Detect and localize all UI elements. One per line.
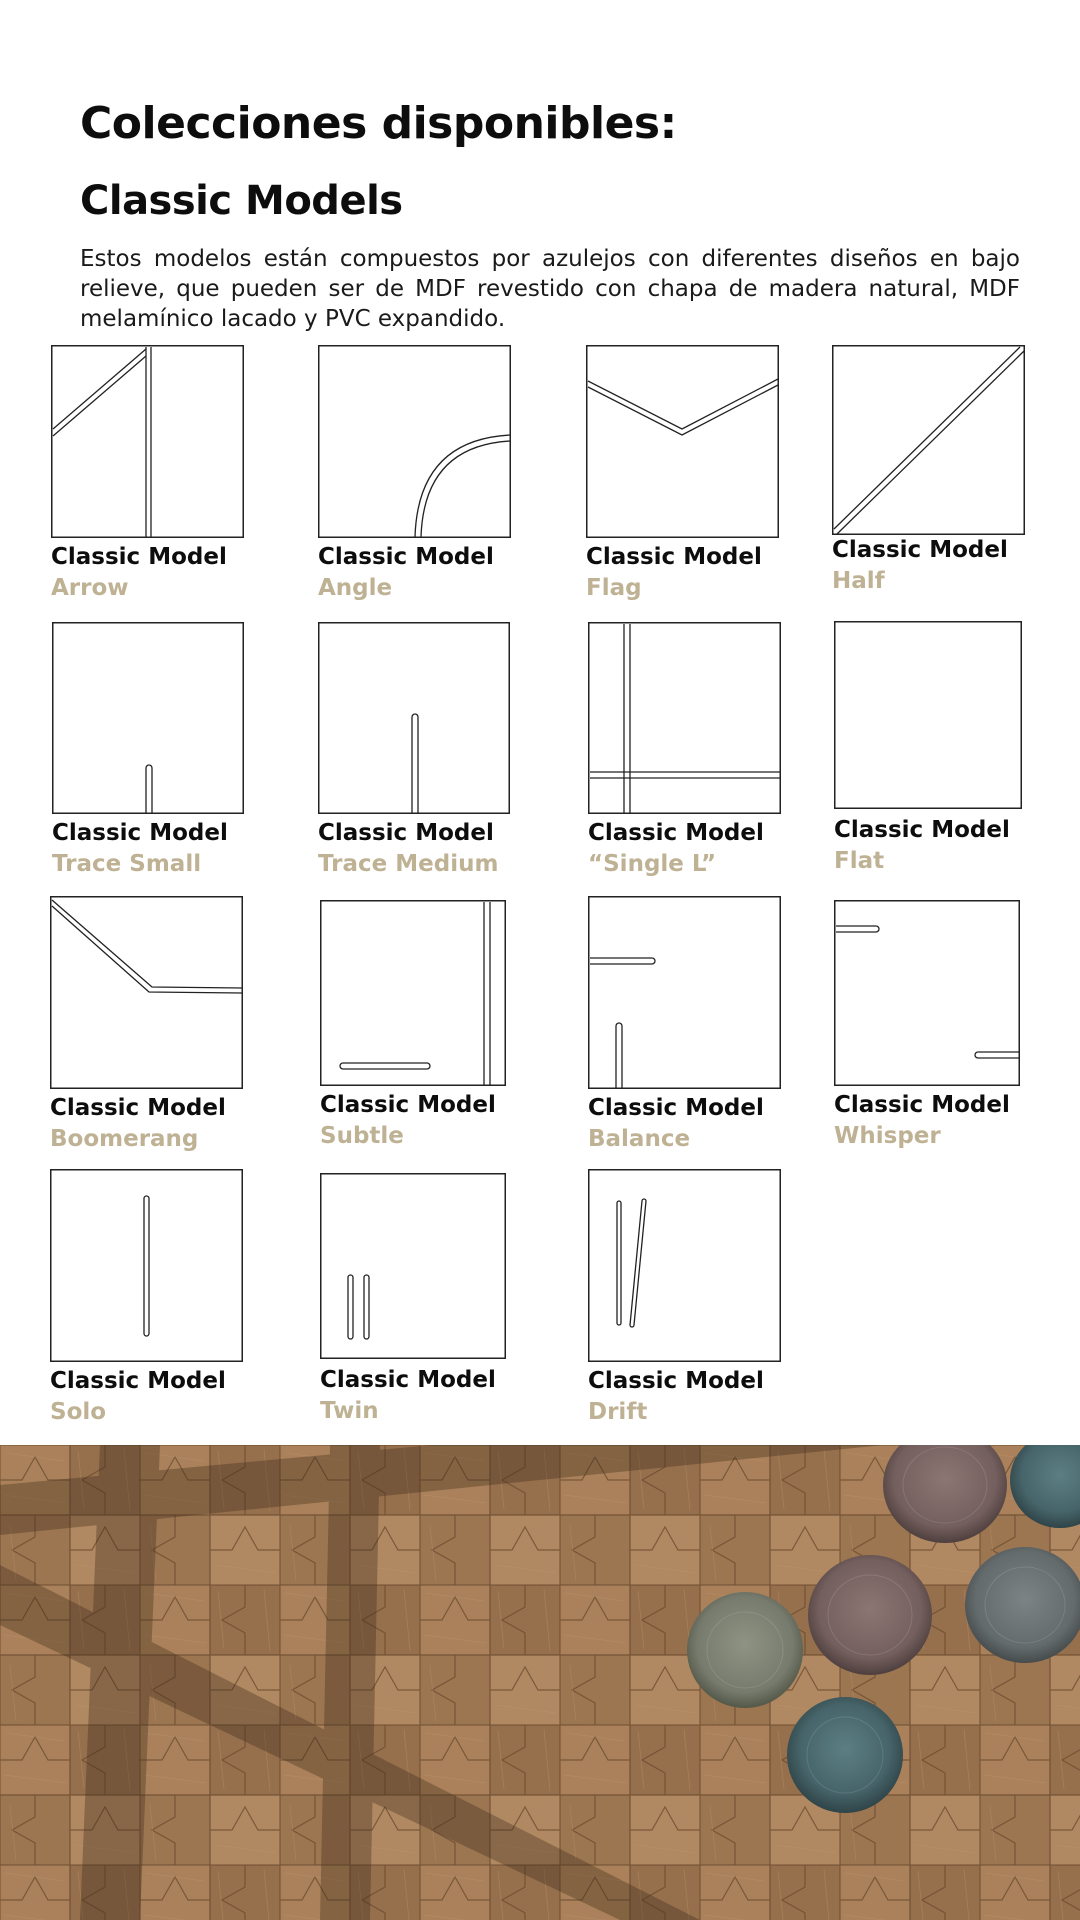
model-label: Classic Model	[588, 1368, 764, 1394]
flag-pattern-icon	[586, 345, 779, 538]
arrow-pattern-icon	[51, 345, 244, 538]
model-label: Classic Model	[320, 1367, 496, 1393]
model-label: Classic Model	[318, 820, 494, 846]
boomerang-pattern-icon	[50, 896, 243, 1089]
subtle-pattern-icon	[320, 900, 506, 1086]
model-label: Classic Model	[832, 537, 1008, 563]
half-pattern-icon	[832, 345, 1025, 535]
model-name: Drift	[588, 1399, 648, 1425]
single-l-pattern-icon	[588, 622, 781, 814]
model-name: Angle	[318, 575, 393, 601]
trace-medium-pattern-icon	[318, 622, 510, 814]
model-tile-half	[832, 345, 1025, 594]
trace-small-pattern-icon	[52, 622, 244, 814]
model-label: Classic Model	[50, 1368, 226, 1394]
model-tile-boomerang	[50, 896, 243, 1152]
model-label: Classic Model	[586, 544, 762, 570]
model-name: Flat	[834, 848, 885, 874]
model-tile-solo	[50, 1169, 243, 1425]
model-name: Trace Small	[52, 851, 202, 877]
model-tile-trace-medium	[318, 622, 510, 877]
model-name: Boomerang	[50, 1126, 199, 1152]
flat-pattern-icon	[834, 621, 1022, 809]
drift-pattern-icon	[588, 1169, 781, 1362]
page-title: Colecciones disponibles:	[80, 98, 677, 149]
model-name: Subtle	[320, 1123, 404, 1149]
model-name: Flag	[586, 575, 642, 601]
model-label: Classic Model	[588, 820, 764, 846]
model-name: “Single L”	[588, 851, 717, 877]
model-label: Classic Model	[834, 817, 1010, 843]
model-name: Trace Medium	[318, 851, 499, 877]
model-tile-arrow	[51, 345, 244, 601]
model-name: Half	[832, 568, 885, 594]
model-label: Classic Model	[588, 1095, 764, 1121]
model-label: Classic Model	[50, 1095, 226, 1121]
model-tile-twin	[320, 1173, 506, 1424]
model-name: Twin	[320, 1398, 379, 1424]
twin-pattern-icon	[320, 1173, 506, 1359]
model-name: Balance	[588, 1126, 691, 1152]
intro-paragraph: Estos modelos están compuestos por azulejos con diferentes diseños en bajo relieve, que pueden ser de MDF revestido con chapa de madera natural, MDF melamínico lacado y PVC expandido.	[80, 246, 1020, 332]
model-tile-trace-small	[52, 622, 244, 877]
model-name: Arrow	[51, 575, 129, 601]
model-tile-angle	[318, 345, 511, 601]
model-label: Classic Model	[834, 1092, 1010, 1118]
model-label: Classic Model	[52, 820, 228, 846]
model-label: Classic Model	[318, 544, 494, 570]
model-tile-flat	[834, 621, 1022, 874]
model-name: Whisper	[834, 1123, 941, 1149]
section-title: Classic Models	[80, 178, 403, 224]
model-label: Classic Model	[320, 1092, 496, 1118]
model-label: Classic Model	[51, 544, 227, 570]
whisper-pattern-icon	[834, 900, 1020, 1086]
model-tile-balance	[588, 896, 781, 1152]
model-tile-single-l	[588, 622, 781, 877]
model-tile-drift	[588, 1169, 781, 1425]
model-tile-whisper	[834, 900, 1020, 1149]
balance-pattern-icon	[588, 896, 781, 1089]
wood-floor-photo	[0, 1445, 1080, 1920]
solo-pattern-icon	[50, 1169, 243, 1362]
model-tile-flag	[586, 345, 779, 601]
model-name: Solo	[50, 1399, 107, 1425]
model-tile-subtle	[320, 900, 506, 1149]
angle-pattern-icon	[318, 345, 511, 538]
